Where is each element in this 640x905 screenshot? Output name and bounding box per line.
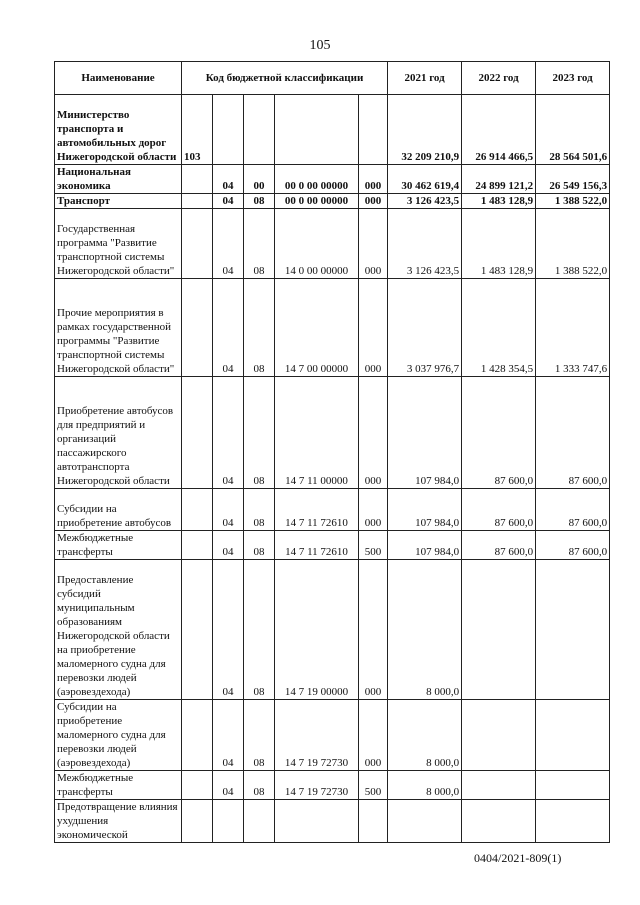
row-section: 04 [213,194,244,209]
row-amount-2023 [536,700,610,771]
row-subsection [244,95,275,165]
row-name: Субсидии на приобретение автобусов [55,489,182,531]
row-section [213,95,244,165]
row-amount-2023: 26 549 156,3 [536,165,610,194]
row-expense-type: 500 [359,771,388,800]
row-name: Межбюджетные трансферты [55,771,182,800]
row-expense-type: 000 [359,279,388,377]
row-expense-type: 000 [359,194,388,209]
row-name: Прочие мероприятия в рамках государственной программы "Развитие транспортной системы Нижегородской области" [55,279,182,377]
row-subsection: 08 [244,771,275,800]
header-name: Наименование [55,62,182,95]
row-ved [182,165,213,194]
row-amount-2023 [536,800,610,843]
row-name: Субсидии на приобретение маломерного судна для перевозки людей (аэровездехода) [55,700,182,771]
row-amount-2023: 1 388 522,0 [536,194,610,209]
row-amount-2021: 107 984,0 [388,531,462,560]
row-name: Предоставление субсидий муниципальным образованиям Нижегородской области на приобретение маломерного судна для перевозки людей (аэровездехода) [55,560,182,700]
row-section: 04 [213,560,244,700]
row-target-article: 14 7 19 72730 [275,771,359,800]
row-amount-2021: 107 984,0 [388,489,462,531]
row-subsection: 08 [244,194,275,209]
row-amount-2021 [388,800,462,843]
row-section: 04 [213,489,244,531]
row-section: 04 [213,279,244,377]
row-expense-type [359,800,388,843]
row-amount-2023: 87 600,0 [536,531,610,560]
row-amount-2022: 26 914 466,5 [462,95,536,165]
row-amount-2022 [462,800,536,843]
row-amount-2023: 1 333 747,6 [536,279,610,377]
row-name: Транспорт [55,194,182,209]
row-amount-2023: 1 388 522,0 [536,209,610,279]
row-amount-2021: 8 000,0 [388,560,462,700]
row-section: 04 [213,700,244,771]
row-ved [182,771,213,800]
row-amount-2022: 1 483 128,9 [462,194,536,209]
row-ved [182,377,213,489]
table-row [55,165,610,194]
row-expense-type: 000 [359,560,388,700]
row-subsection: 08 [244,489,275,531]
row-subsection: 08 [244,560,275,700]
row-name: Предотвращение влияния ухудшения экономической [55,800,182,843]
row-expense-type: 500 [359,531,388,560]
row-subsection: 08 [244,279,275,377]
table-row [55,279,610,377]
row-amount-2022: 1 483 128,9 [462,209,536,279]
row-amount-2021: 8 000,0 [388,771,462,800]
row-amount-2021: 8 000,0 [388,700,462,771]
table-row [55,194,610,209]
row-name: Государственная программа "Развитие транспортной системы Нижегородской области" [55,209,182,279]
row-amount-2021: 3 126 423,5 [388,209,462,279]
row-ved [182,279,213,377]
table-row [55,209,610,279]
row-amount-2022 [462,771,536,800]
row-ved [182,209,213,279]
table-row [55,800,610,843]
row-ved: 103 [182,95,213,165]
row-amount-2022: 87 600,0 [462,377,536,489]
budget-table [54,61,610,843]
row-subsection: 08 [244,531,275,560]
row-name: Национальная экономика [55,165,182,194]
row-ved [182,194,213,209]
row-amount-2021: 3 126 423,5 [388,194,462,209]
table-row [55,531,610,560]
header-2022: 2022 год [462,62,536,95]
row-section: 04 [213,165,244,194]
page-number: 105 [309,38,331,53]
row-expense-type: 000 [359,700,388,771]
row-ved [182,531,213,560]
row-amount-2022 [462,560,536,700]
row-amount-2023: 87 600,0 [536,489,610,531]
row-section: 04 [213,377,244,489]
row-name: Приобретение автобусов для предприятий и организаций пассажирского автотранспорта Нижегородской области [55,377,182,489]
row-section: 04 [213,209,244,279]
header-2021: 2021 год [388,62,462,95]
row-amount-2023: 28 564 501,6 [536,95,610,165]
row-section: 04 [213,771,244,800]
row-amount-2021: 30 462 619,4 [388,165,462,194]
table-row [55,700,610,771]
table-row [55,771,610,800]
row-amount-2022: 1 428 354,5 [462,279,536,377]
row-amount-2023 [536,771,610,800]
row-amount-2023: 87 600,0 [536,377,610,489]
row-amount-2022 [462,700,536,771]
row-amount-2022: 24 899 121,2 [462,165,536,194]
table-row [55,377,610,489]
row-amount-2022: 87 600,0 [462,531,536,560]
table-row [55,489,610,531]
row-target-article: 14 0 00 00000 [275,209,359,279]
row-subsection: 00 [244,165,275,194]
row-target-article: 14 7 11 72610 [275,531,359,560]
row-target-article: 14 7 19 72730 [275,700,359,771]
document-code: 0404/2021-809(1) [474,851,562,865]
table-row [55,560,610,700]
row-ved [182,489,213,531]
row-subsection: 08 [244,700,275,771]
row-target-article [275,800,359,843]
row-expense-type: 000 [359,489,388,531]
row-ved [182,800,213,843]
row-target-article: 14 7 11 00000 [275,377,359,489]
row-subsection [244,800,275,843]
row-subsection: 08 [244,209,275,279]
row-target-article: 14 7 11 72610 [275,489,359,531]
row-target-article: 14 7 19 00000 [275,560,359,700]
row-amount-2021: 107 984,0 [388,377,462,489]
row-expense-type: 000 [359,165,388,194]
header-code: Код бюджетной классификации [182,62,388,95]
row-expense-type: 000 [359,377,388,489]
row-section: 04 [213,531,244,560]
row-ved [182,700,213,771]
row-amount-2023 [536,560,610,700]
row-target-article: 00 0 00 00000 [275,165,359,194]
table-row [55,95,610,165]
row-amount-2021: 3 037 976,7 [388,279,462,377]
table-header-row [55,62,610,95]
row-target-article: 14 7 00 00000 [275,279,359,377]
header-2023: 2023 год [536,62,610,95]
row-name: Министерство транспорта и автомобильных дорог Нижегородской области [55,95,182,165]
row-ved [182,560,213,700]
row-target-article [275,95,359,165]
row-subsection: 08 [244,377,275,489]
row-section [213,800,244,843]
row-target-article: 00 0 00 00000 [275,194,359,209]
row-name: Межбюджетные трансферты [55,531,182,560]
row-amount-2021: 32 209 210,9 [388,95,462,165]
row-expense-type [359,95,388,165]
row-expense-type: 000 [359,209,388,279]
row-amount-2022: 87 600,0 [462,489,536,531]
